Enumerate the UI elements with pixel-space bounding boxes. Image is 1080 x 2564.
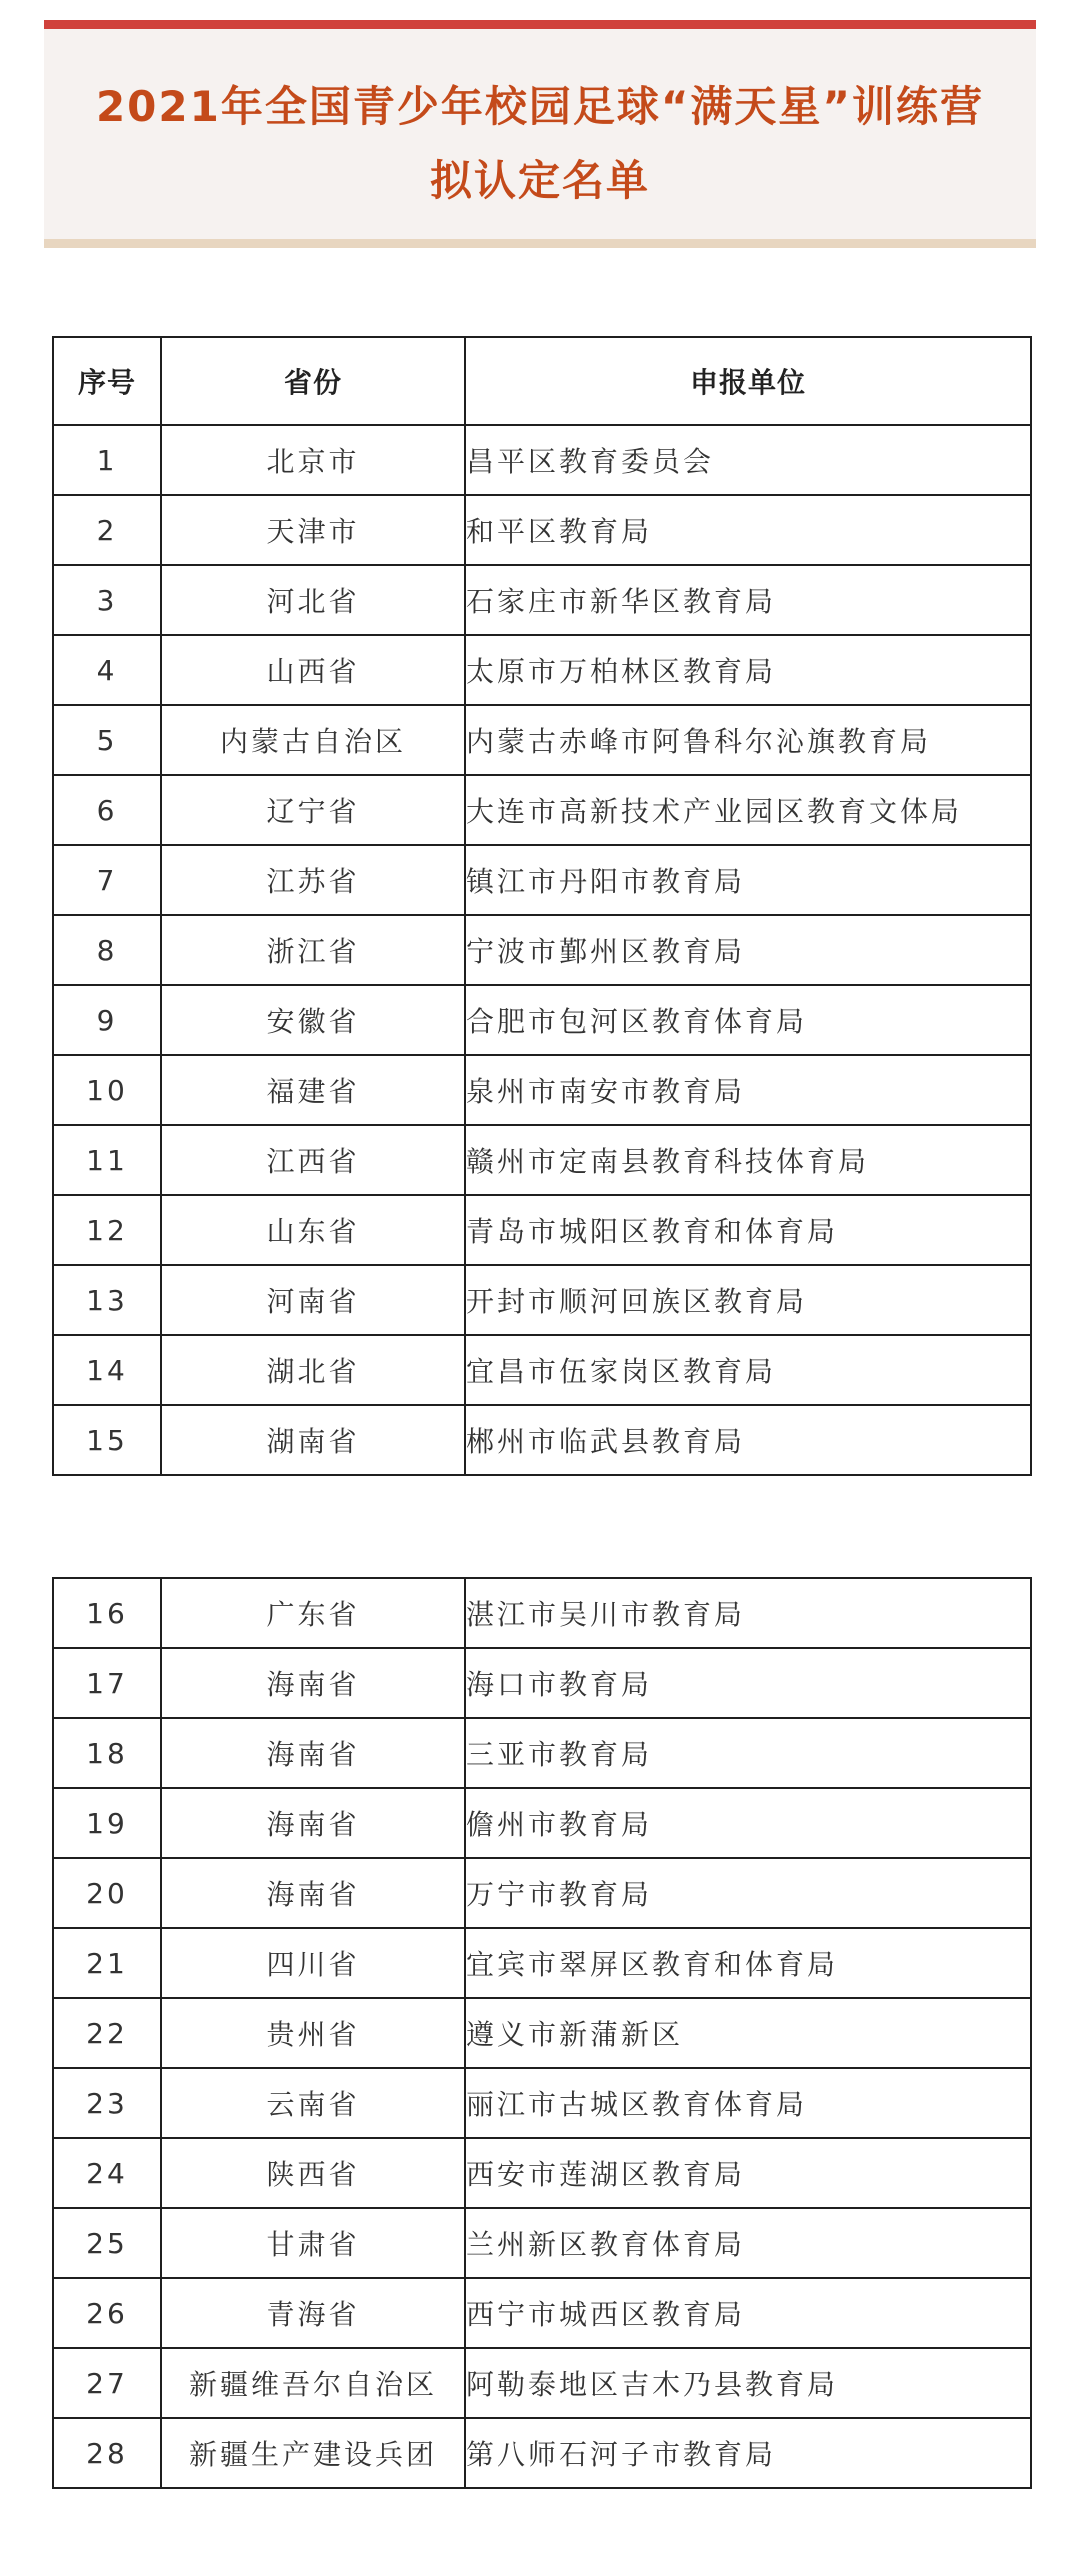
row-province: 河北省 [161, 565, 465, 635]
row-unit: 丽江市古城区教育体育局 [465, 2068, 1031, 2138]
table-header-row [53, 337, 1031, 425]
row-number: 20 [53, 1858, 161, 1928]
row-province: 北京市 [161, 425, 465, 495]
row-number: 21 [53, 1928, 161, 1998]
row-province: 湖北省 [161, 1335, 465, 1405]
row-unit: 开封市顺河回族区教育局 [465, 1265, 1031, 1335]
row-number: 1 [53, 425, 161, 495]
row-province: 云南省 [161, 2068, 465, 2138]
row-unit: 和平区教育局 [465, 495, 1031, 565]
row-number: 3 [53, 565, 161, 635]
row-number: 10 [53, 1055, 161, 1125]
table-row [53, 845, 1031, 915]
row-unit: 三亚市教育局 [465, 1718, 1031, 1788]
row-unit: 青岛市城阳区教育和体育局 [465, 1195, 1031, 1265]
table-row [53, 2418, 1031, 2488]
title-line-2: 拟认定名单 [429, 156, 650, 205]
row-number: 19 [53, 1788, 161, 1858]
row-unit: 宜昌市伍家岗区教育局 [465, 1335, 1031, 1405]
row-number: 22 [53, 1998, 161, 2068]
row-number: 28 [53, 2418, 161, 2488]
row-province: 山西省 [161, 635, 465, 705]
row-province: 江苏省 [161, 845, 465, 915]
title-line-1: 2021年全国青少年校园足球“满天星”训练营 [95, 82, 985, 131]
row-unit: 湛江市吴川市教育局 [465, 1578, 1031, 1648]
row-number: 17 [53, 1648, 161, 1718]
row-province: 陕西省 [161, 2138, 465, 2208]
row-unit: 第八师石河子市教育局 [465, 2418, 1031, 2488]
row-number: 25 [53, 2208, 161, 2278]
table-row [53, 565, 1031, 635]
table-row [53, 1578, 1031, 1648]
row-unit: 宁波市鄞州区教育局 [465, 915, 1031, 985]
table-row [53, 1055, 1031, 1125]
row-unit: 大连市高新技术产业园区教育文体局 [465, 775, 1031, 845]
row-province: 海南省 [161, 1648, 465, 1718]
row-province: 海南省 [161, 1788, 465, 1858]
header-number: 序号 [53, 337, 161, 425]
underline-bar [44, 239, 1036, 248]
row-unit: 阿勒泰地区吉木乃县教育局 [465, 2348, 1031, 2418]
row-province: 福建省 [161, 1055, 465, 1125]
table-row [53, 1718, 1031, 1788]
table-row [53, 1998, 1031, 2068]
table-row [53, 705, 1031, 775]
row-province: 内蒙古自治区 [161, 705, 465, 775]
row-unit: 遵义市新蒲新区 [465, 1998, 1031, 2068]
row-unit: 石家庄市新华区教育局 [465, 565, 1031, 635]
row-number: 13 [53, 1265, 161, 1335]
row-province: 山东省 [161, 1195, 465, 1265]
row-province: 新疆维吾尔自治区 [161, 2348, 465, 2418]
row-province: 贵州省 [161, 1998, 465, 2068]
row-province: 河南省 [161, 1265, 465, 1335]
table-row [53, 2068, 1031, 2138]
row-province: 青海省 [161, 2278, 465, 2348]
row-number: 26 [53, 2278, 161, 2348]
row-unit: 内蒙古赤峰市阿鲁科尔沁旗教育局 [465, 705, 1031, 775]
row-province: 新疆生产建设兵团 [161, 2418, 465, 2488]
row-unit: 万宁市教育局 [465, 1858, 1031, 1928]
row-number: 8 [53, 915, 161, 985]
row-province: 四川省 [161, 1928, 465, 1998]
row-number: 5 [53, 705, 161, 775]
table-row [53, 1858, 1031, 1928]
row-province: 浙江省 [161, 915, 465, 985]
row-province: 海南省 [161, 1858, 465, 1928]
accent-bar [44, 20, 1036, 29]
table-row [53, 2348, 1031, 2418]
table-row [53, 2138, 1031, 2208]
table-row [53, 915, 1031, 985]
table-row [53, 1265, 1031, 1335]
title-card [44, 20, 1036, 248]
row-unit: 郴州市临武县教育局 [465, 1405, 1031, 1475]
table-row [53, 1928, 1031, 1998]
row-province: 安徽省 [161, 985, 465, 1055]
list-table-part-2 [52, 1577, 1032, 2489]
table-row [53, 635, 1031, 705]
row-unit: 西安市莲湖区教育局 [465, 2138, 1031, 2208]
row-number: 2 [53, 495, 161, 565]
row-number: 15 [53, 1405, 161, 1475]
row-number: 9 [53, 985, 161, 1055]
row-number: 6 [53, 775, 161, 845]
row-number: 18 [53, 1718, 161, 1788]
header-province: 省份 [161, 337, 465, 425]
table-row [53, 425, 1031, 495]
row-province: 辽宁省 [161, 775, 465, 845]
row-unit: 宜宾市翠屏区教育和体育局 [465, 1928, 1031, 1998]
row-number: 24 [53, 2138, 161, 2208]
table-row [53, 1788, 1031, 1858]
page-title [44, 70, 1036, 218]
row-province: 天津市 [161, 495, 465, 565]
row-unit: 赣州市定南县教育科技体育局 [465, 1125, 1031, 1195]
table-row [53, 495, 1031, 565]
table-row [53, 775, 1031, 845]
row-province: 甘肃省 [161, 2208, 465, 2278]
table-row [53, 2208, 1031, 2278]
table-row [53, 1335, 1031, 1405]
row-unit: 太原市万柏林区教育局 [465, 635, 1031, 705]
row-number: 16 [53, 1578, 161, 1648]
table-row [53, 1405, 1031, 1475]
row-province: 海南省 [161, 1718, 465, 1788]
row-unit: 西宁市城西区教育局 [465, 2278, 1031, 2348]
row-unit: 兰州新区教育体育局 [465, 2208, 1031, 2278]
row-number: 23 [53, 2068, 161, 2138]
row-number: 12 [53, 1195, 161, 1265]
table-row [53, 985, 1031, 1055]
row-province: 江西省 [161, 1125, 465, 1195]
table-row [53, 1195, 1031, 1265]
table-row [53, 2278, 1031, 2348]
header-unit: 申报单位 [465, 337, 1031, 425]
row-number: 27 [53, 2348, 161, 2418]
row-number: 14 [53, 1335, 161, 1405]
table-row [53, 1125, 1031, 1195]
list-table-part-1 [52, 336, 1032, 1476]
row-province: 广东省 [161, 1578, 465, 1648]
row-unit: 昌平区教育委员会 [465, 425, 1031, 495]
table-row [53, 1648, 1031, 1718]
row-unit: 泉州市南安市教育局 [465, 1055, 1031, 1125]
row-number: 4 [53, 635, 161, 705]
row-number: 7 [53, 845, 161, 915]
row-province: 湖南省 [161, 1405, 465, 1475]
row-number: 11 [53, 1125, 161, 1195]
row-unit: 镇江市丹阳市教育局 [465, 845, 1031, 915]
row-unit: 海口市教育局 [465, 1648, 1031, 1718]
row-unit: 合肥市包河区教育体育局 [465, 985, 1031, 1055]
row-unit: 儋州市教育局 [465, 1788, 1031, 1858]
